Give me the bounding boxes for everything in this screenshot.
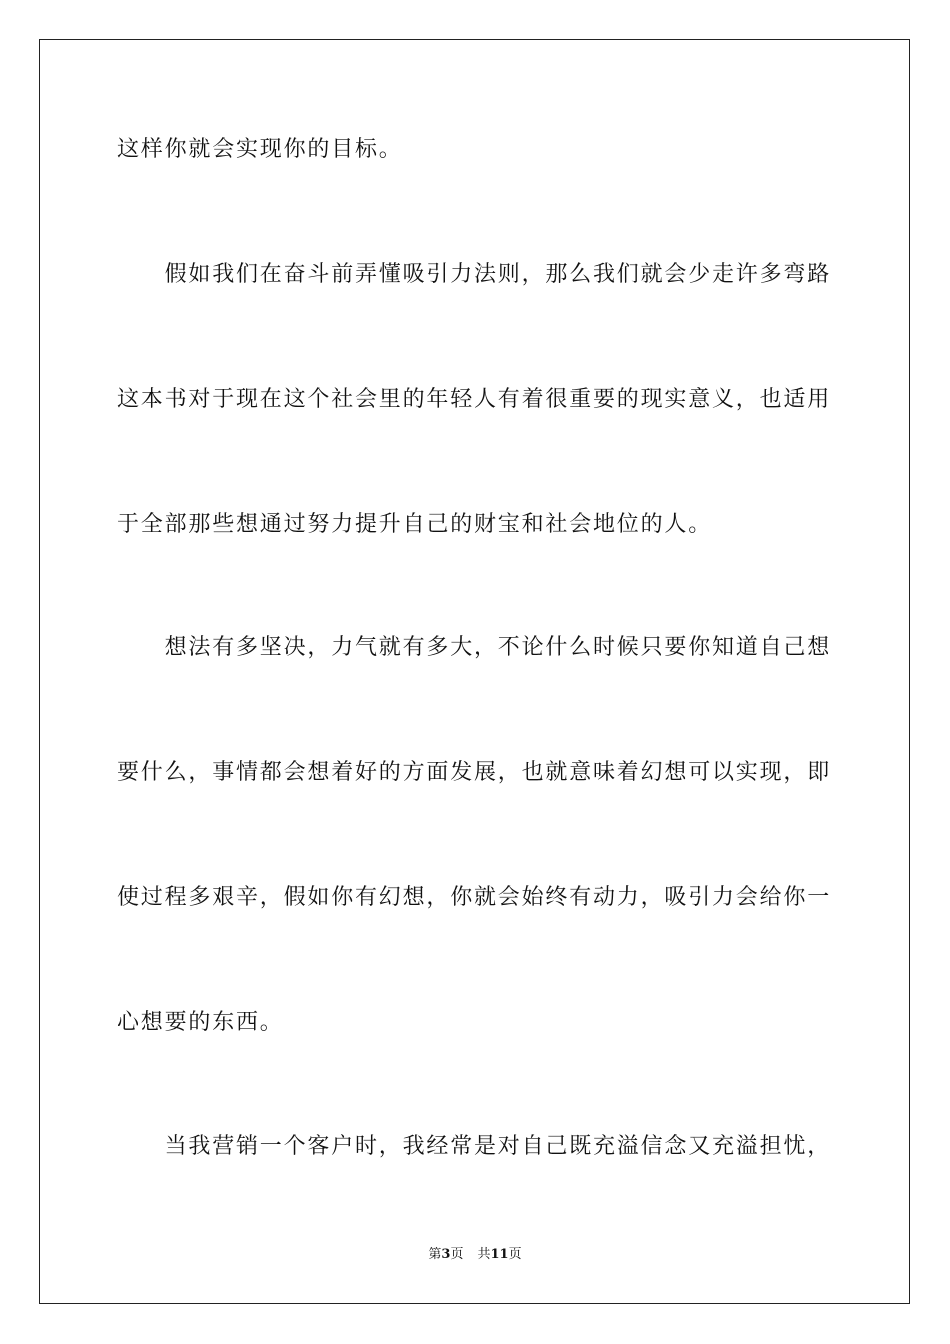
- page-number: 3: [441, 1247, 451, 1262]
- page-suffix: 页: [450, 1247, 464, 1262]
- total-pages: 11: [490, 1247, 509, 1262]
- total-prefix: 共: [477, 1247, 491, 1262]
- page-border: [39, 39, 910, 1304]
- text-line-1: 这样你就会实现你的目标。: [117, 137, 403, 162]
- text-line-3: 这本书对于现在这个社会里的年轻人有着很重要的现实意义，也适用: [117, 387, 832, 412]
- text-line-8: 心想要的东西。: [117, 1010, 284, 1035]
- text-line-5: 想法有多坚决，力气就有多大，不论什么时候只要你知道自己想: [117, 635, 832, 660]
- text-line-9: 当我营销一个客户时，我经常是对自己既充溢信念又充溢担忧，: [117, 1134, 832, 1159]
- page-footer: [0, 1246, 950, 1264]
- text-line-4: 于全部那些想通过努力提升自己的财宝和社会地位的人。: [117, 512, 713, 537]
- text-line-2: 假如我们在奋斗前弄懂吸引力法则，那么我们就会少走许多弯路: [117, 262, 832, 287]
- page-prefix: 第: [428, 1247, 442, 1262]
- text-line-7: 使过程多艰辛，假如你有幻想，你就会始终有动力，吸引力会给你一: [117, 885, 832, 910]
- text-line-6: 要什么，事情都会想着好的方面发展，也就意味着幻想可以实现，即: [117, 760, 832, 785]
- total-suffix: 页: [508, 1247, 522, 1262]
